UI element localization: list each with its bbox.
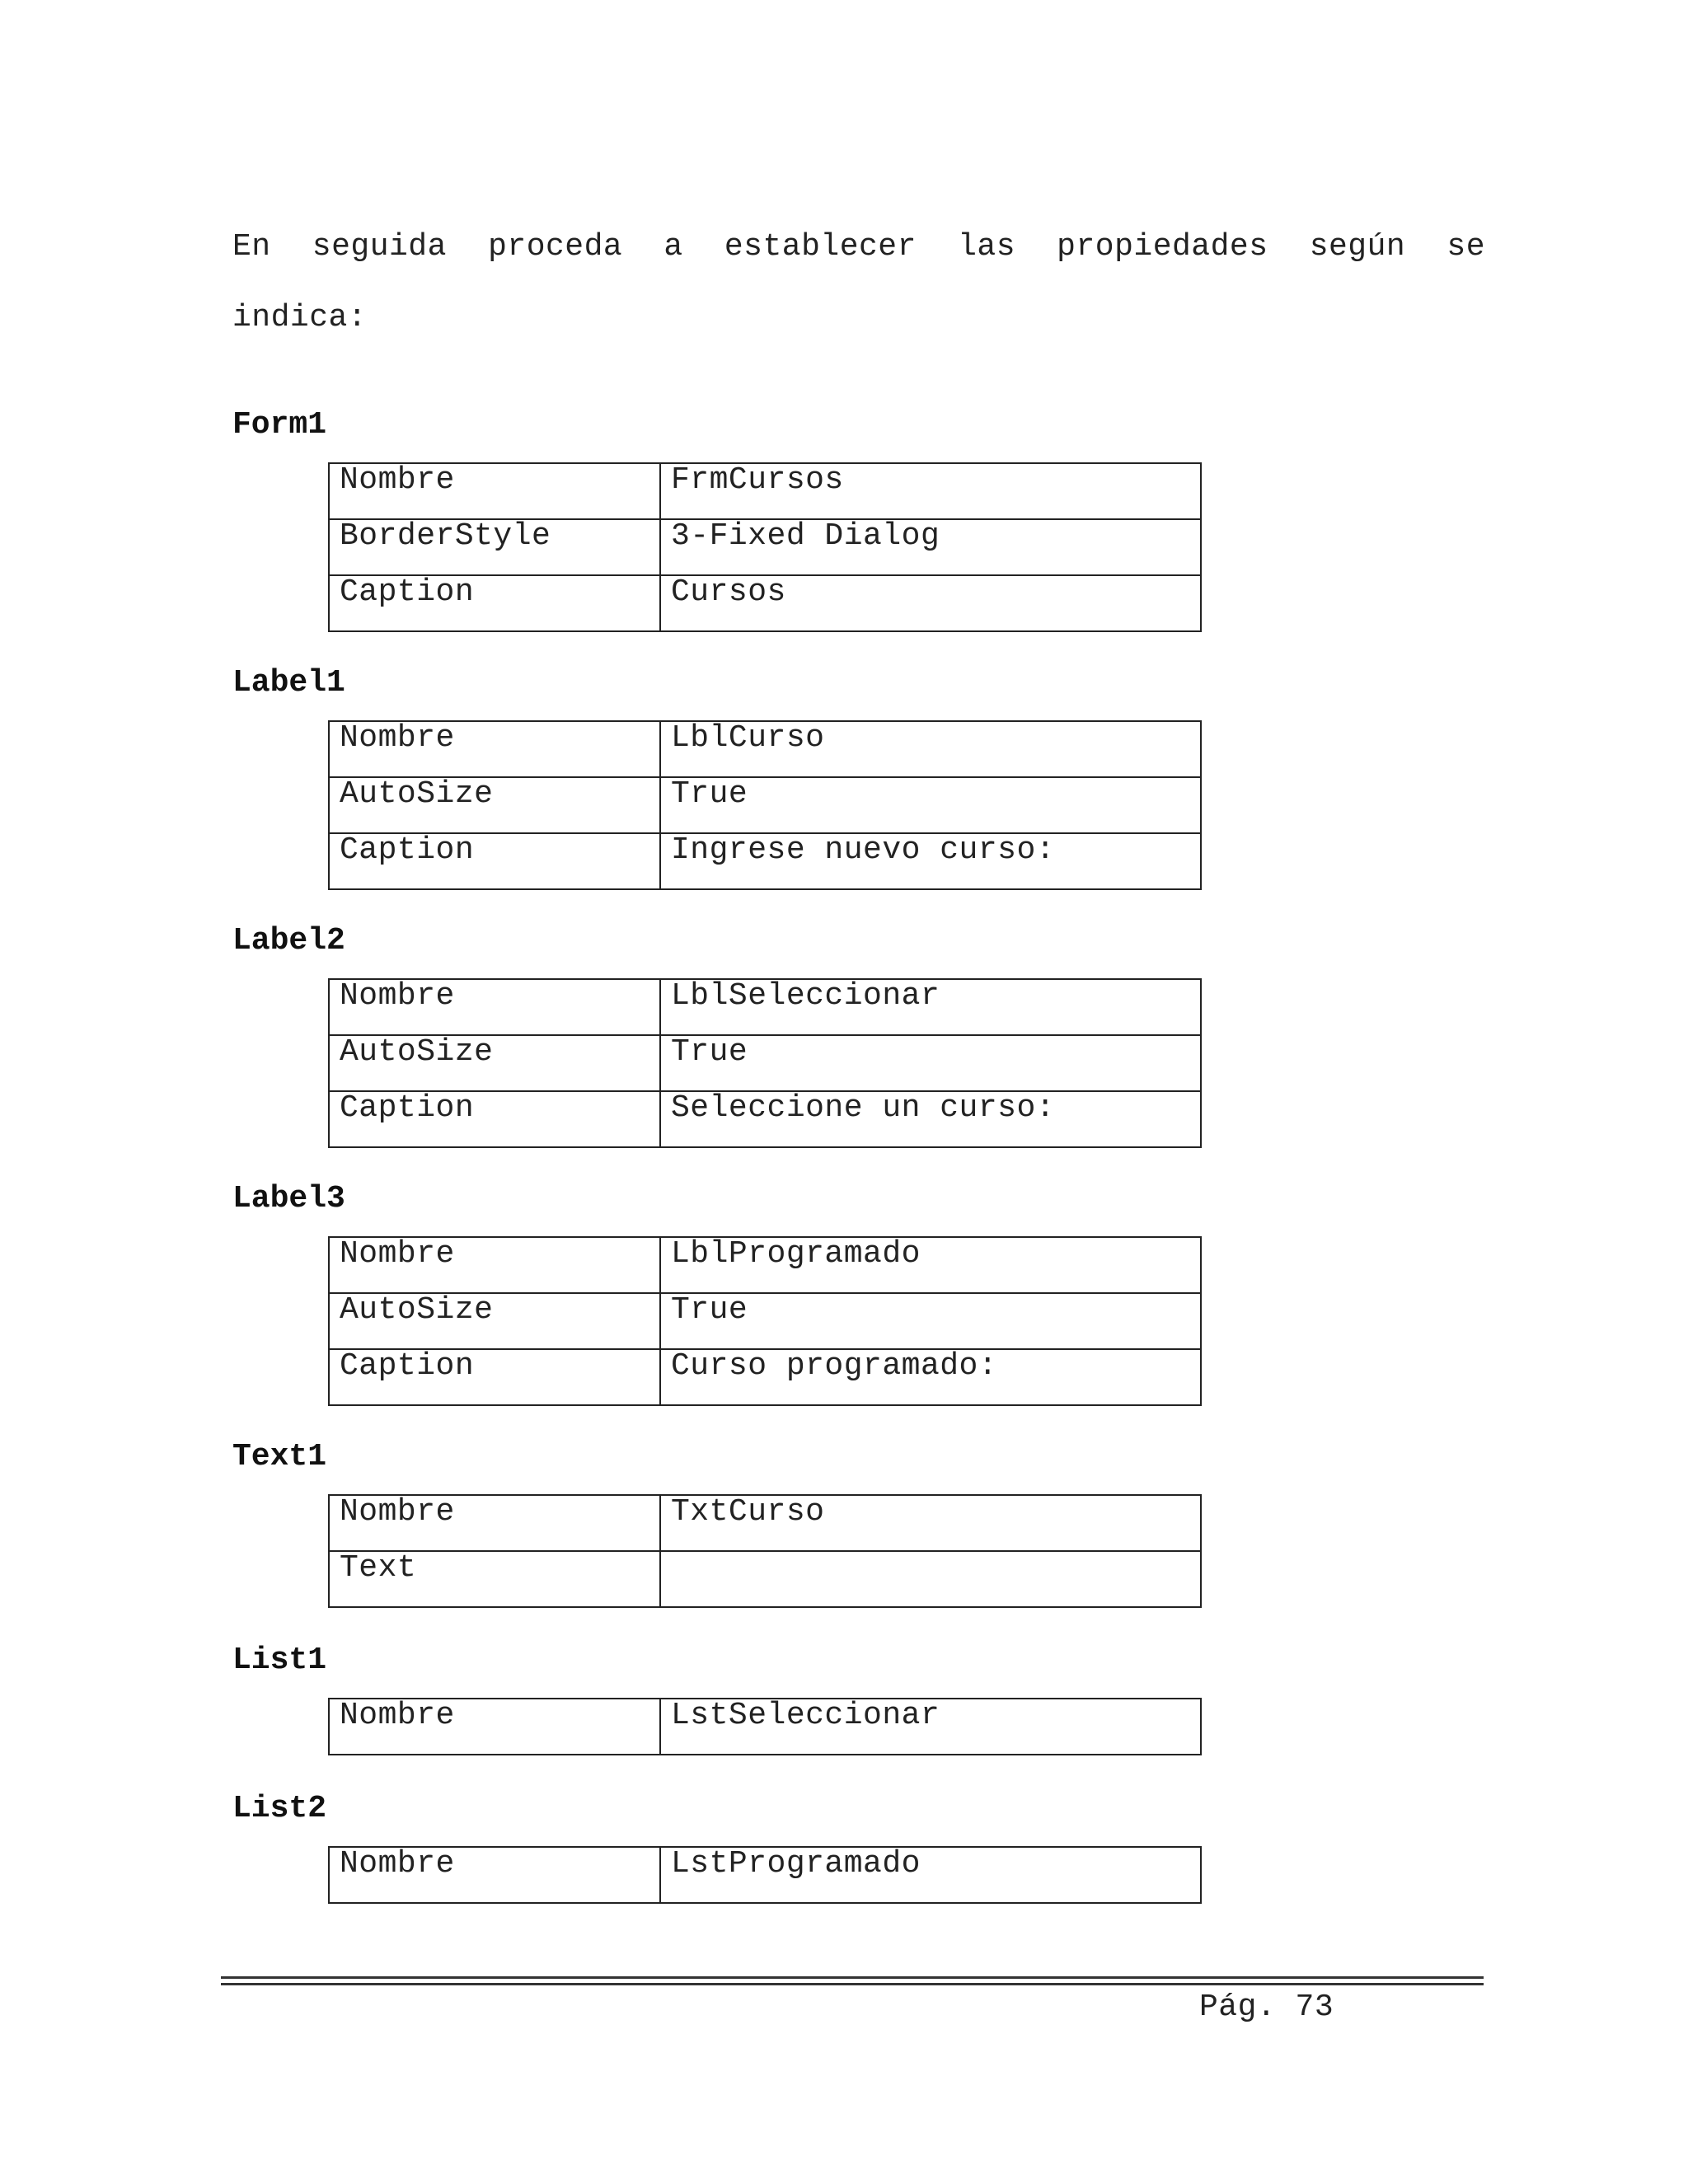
property-value-cell: LstProgramado xyxy=(660,1847,1201,1903)
properties-table-text1 xyxy=(328,1494,1202,1608)
property-name-cell: Caption xyxy=(329,575,660,631)
property-name-cell: Caption xyxy=(329,833,660,889)
property-name-cell: AutoSize xyxy=(329,1035,660,1091)
property-value-cell: LstSeleccionar xyxy=(660,1699,1201,1755)
table-row xyxy=(329,519,1201,575)
table-row xyxy=(329,575,1201,631)
property-value-cell xyxy=(660,1551,1201,1607)
section-heading-label3: Label3 xyxy=(232,1181,345,1216)
intro-paragraph-line-1: En seguida proceda a establecer las propiedades según se xyxy=(232,229,1485,265)
property-name-cell: Nombre xyxy=(329,1847,660,1903)
section-heading-form1: Form1 xyxy=(232,407,327,443)
section-heading-label1: Label1 xyxy=(232,665,345,701)
property-name-cell: Nombre xyxy=(329,721,660,777)
table-row xyxy=(329,721,1201,777)
property-name-cell: Nombre xyxy=(329,1699,660,1755)
property-name-cell: BorderStyle xyxy=(329,519,660,575)
footer-rule-bottom xyxy=(221,1983,1484,1985)
table-row xyxy=(329,1349,1201,1405)
table-row xyxy=(329,777,1201,833)
table-row xyxy=(329,1551,1201,1607)
section-heading-text1: Text1 xyxy=(232,1439,327,1474)
property-name-cell: Nombre xyxy=(329,1237,660,1293)
property-name-cell: Nombre xyxy=(329,463,660,519)
property-value-cell: Ingrese nuevo curso: xyxy=(660,833,1201,889)
table-row xyxy=(329,1699,1201,1755)
table-row xyxy=(329,979,1201,1035)
property-value-cell: LblSeleccionar xyxy=(660,979,1201,1035)
section-heading-list1: List1 xyxy=(232,1643,327,1678)
property-value-cell: LblProgramado xyxy=(660,1237,1201,1293)
page-number: Pág. 73 xyxy=(1199,1990,1334,2025)
property-name-cell: Caption xyxy=(329,1091,660,1147)
properties-table-form1 xyxy=(328,462,1202,632)
table-row xyxy=(329,1847,1201,1903)
property-value-cell: FrmCursos xyxy=(660,463,1201,519)
properties-table-list1 xyxy=(328,1698,1202,1755)
property-value-cell: True xyxy=(660,777,1201,833)
properties-table-label1 xyxy=(328,720,1202,890)
property-value-cell: True xyxy=(660,1035,1201,1091)
property-name-cell: AutoSize xyxy=(329,1293,660,1349)
table-row xyxy=(329,833,1201,889)
property-value-cell: 3-Fixed Dialog xyxy=(660,519,1201,575)
properties-table-label3 xyxy=(328,1236,1202,1406)
property-name-cell: AutoSize xyxy=(329,777,660,833)
intro-paragraph-line-2: indica: xyxy=(232,300,368,335)
table-row xyxy=(329,463,1201,519)
table-row xyxy=(329,1237,1201,1293)
property-value-cell: Cursos xyxy=(660,575,1201,631)
section-heading-list2: List2 xyxy=(232,1791,327,1826)
property-name-cell: Text xyxy=(329,1551,660,1607)
table-row xyxy=(329,1495,1201,1551)
footer-rule-top xyxy=(221,1976,1484,1979)
section-heading-label2: Label2 xyxy=(232,923,345,958)
property-name-cell: Nombre xyxy=(329,979,660,1035)
table-row xyxy=(329,1035,1201,1091)
property-value-cell: TxtCurso xyxy=(660,1495,1201,1551)
property-name-cell: Caption xyxy=(329,1349,660,1405)
property-value-cell: LblCurso xyxy=(660,721,1201,777)
table-row xyxy=(329,1091,1201,1147)
property-value-cell: Seleccione un curso: xyxy=(660,1091,1201,1147)
table-row xyxy=(329,1293,1201,1349)
property-name-cell: Nombre xyxy=(329,1495,660,1551)
property-value-cell: True xyxy=(660,1293,1201,1349)
properties-table-label2 xyxy=(328,978,1202,1148)
properties-table-list2 xyxy=(328,1846,1202,1904)
property-value-cell: Curso programado: xyxy=(660,1349,1201,1405)
